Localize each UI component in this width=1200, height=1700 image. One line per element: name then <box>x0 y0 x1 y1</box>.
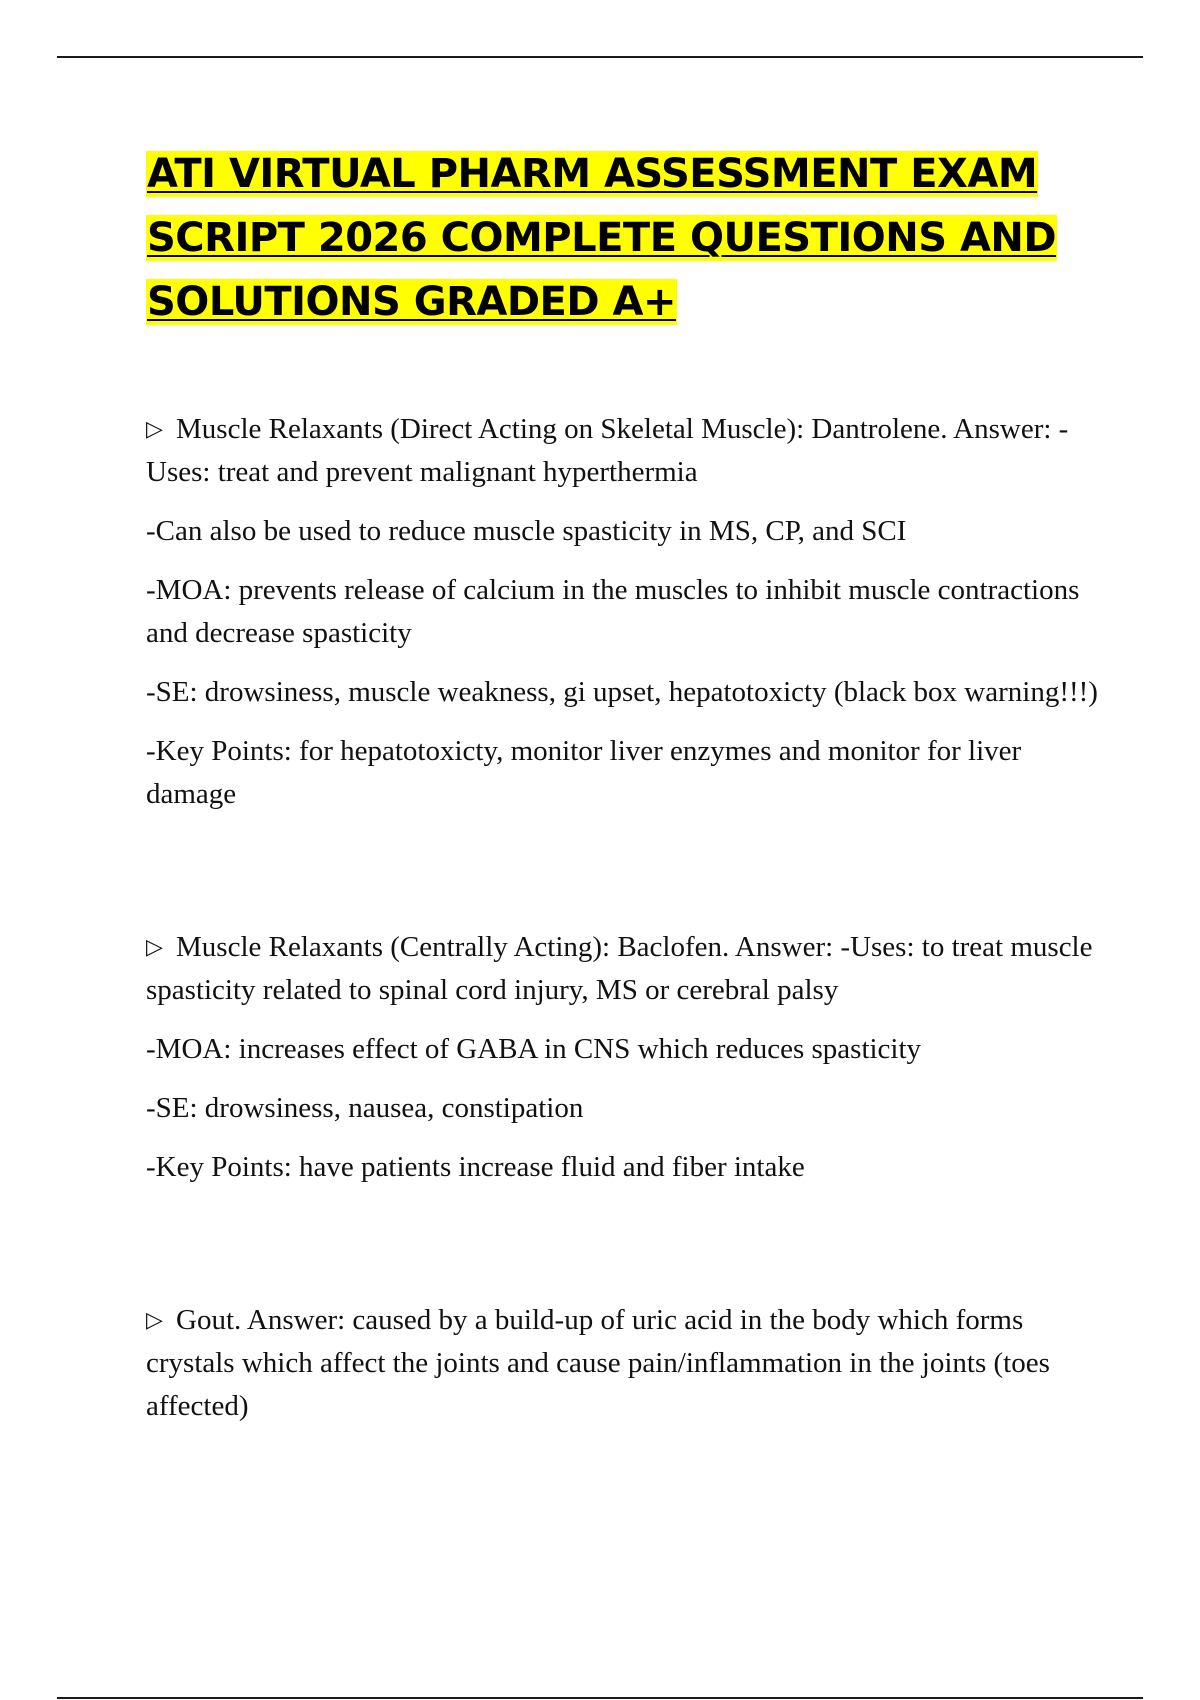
question-text: Muscle Relaxants (Direct Acting on Skeletal Muscle): Dantrolene. Answer: -Uses: treat and prevent malignant hyperthermia <box>146 413 1069 488</box>
question-line <box>146 926 1101 1012</box>
triangle-bullet-icon: ▷ <box>146 417 163 442</box>
document-title <box>146 142 1106 334</box>
qa-item-gout <box>146 1299 1101 1428</box>
triangle-bullet-icon: ▷ <box>146 935 163 960</box>
qa-item-baclofen <box>146 926 1101 1189</box>
answer-line: -MOA: increases effect of GABA in CNS which reduces spasticity <box>146 1033 922 1065</box>
answer-line: -Key Points: have patients increase fluid and fiber intake <box>146 1151 805 1183</box>
title-highlight: ATI VIRTUAL PHARM ASSESSMENT EXAM SCRIPT 2026 COMPLETE QUESTIONS AND SOLUTIONS GRADED A+ <box>147 151 1057 325</box>
question-text: Muscle Relaxants (Centrally Acting): Baclofen. Answer: -Uses: to treat muscle spasticity related to spinal cord injury, MS or cerebral palsy <box>146 931 1093 1006</box>
footer-rule <box>57 1697 1143 1699</box>
answer-line: -SE: drowsiness, nausea, constipation <box>146 1092 584 1124</box>
question-line <box>146 408 1101 494</box>
document-body <box>146 408 1101 1538</box>
triangle-bullet-icon: ▷ <box>146 1308 163 1333</box>
answer-line: -SE: drowsiness, muscle weakness, gi upset, hepatotoxicty (black box warning!!!) <box>146 676 1098 708</box>
qa-item-dantrolene <box>146 408 1101 816</box>
answer-line: -MOA: prevents release of calcium in the muscles to inhibit muscle contractions and decrease spasticity <box>146 574 1080 649</box>
answer-line: -Key Points: for hepatotoxicty, monitor liver enzymes and monitor for liver damage <box>146 735 1022 810</box>
question-text: Gout. Answer: caused by a build-up of uric acid in the body which forms crystals which affect the joints and cause pain/inflammation in the joints (toes affected) <box>146 1304 1050 1422</box>
question-line <box>146 1299 1101 1428</box>
header-rule <box>57 56 1143 58</box>
answer-line: -Can also be used to reduce muscle spasticity in MS, CP, and SCI <box>146 515 907 547</box>
